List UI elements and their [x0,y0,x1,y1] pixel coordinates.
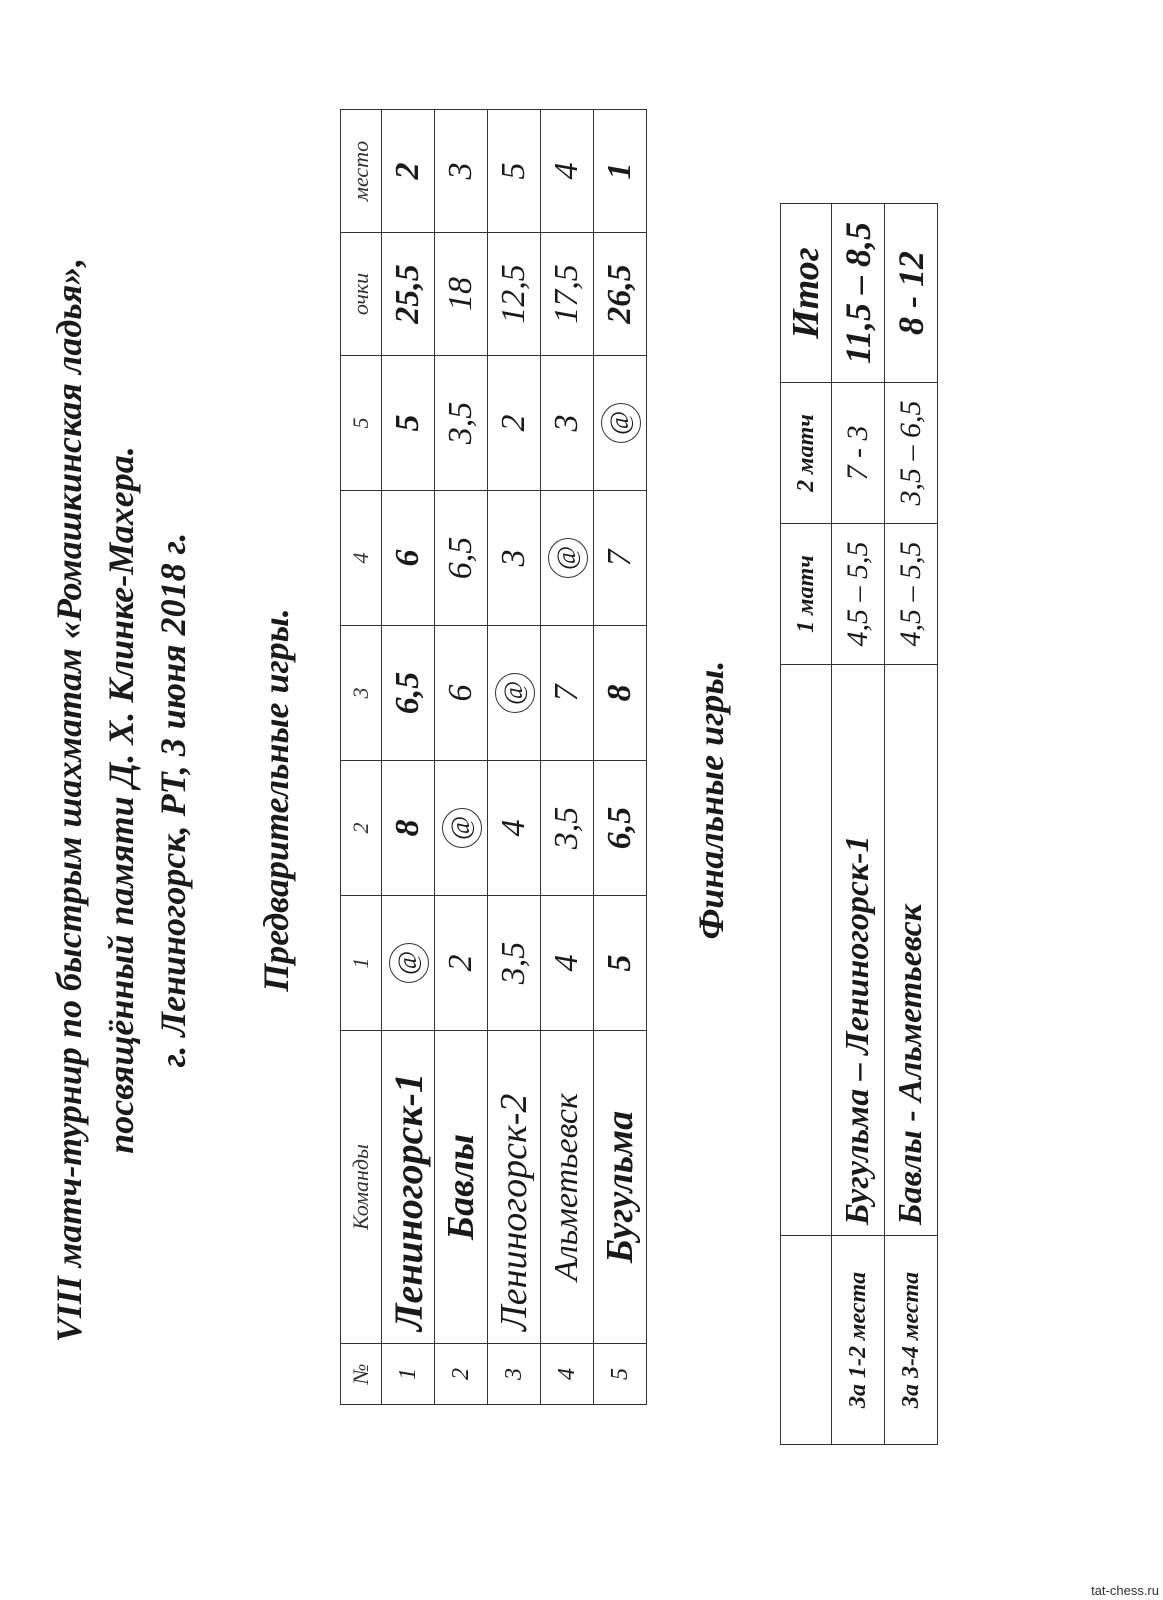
row-number: 2 [435,1344,488,1405]
self-match-marker: @ [548,538,588,578]
match-label: За 1-2 места [832,1236,885,1445]
table-header-row [781,204,832,1445]
points-cell: 17,5 [541,233,594,356]
column-header: 2 матч [781,383,832,524]
score-cell: 2 [435,896,488,1031]
row-number: 1 [382,1344,435,1405]
score-cell [541,491,594,626]
match-label: За 3-4 места [885,1236,938,1445]
team-name: Лениногорск-2 [488,1031,541,1344]
score-cell: 4 [488,761,541,896]
column-header: Команды [341,1031,382,1344]
row-number: 3 [488,1344,541,1405]
score-cell: 3 [541,356,594,491]
column-header: 4 [341,491,382,626]
score-cell: 7 [541,626,594,761]
column-header: 1 матч [781,524,832,665]
match-1-score: 4,5 – 5,5 [832,524,885,665]
table-row [435,110,488,1405]
column-header: очки [341,233,382,356]
total-score: 11,5 – 8,5 [832,204,885,383]
place-cell: 4 [541,110,594,233]
row-number: 4 [541,1344,594,1405]
score-cell: 6,5 [594,761,647,896]
score-cell: 7 [594,491,647,626]
self-match-marker: @ [495,673,535,713]
column-header: 1 [341,896,382,1031]
preliminary-heading: Предварительные игры. [256,608,296,992]
site-watermark: tat-chess.ru [1091,1583,1159,1598]
match-1-score: 4,5 – 5,5 [885,524,938,665]
place-cell: 2 [382,110,435,233]
score-cell: 5 [382,356,435,491]
place-cell: 5 [488,110,541,233]
finals-table [780,203,938,1445]
score-cell: 2 [488,356,541,491]
tournament-dedication: посвящённый памяти Д. Х. Клинке-Махера. [101,446,141,1154]
score-cell: 5 [594,896,647,1031]
tournament-title: VIII матч-турнир по быстрым шахматам «Ромашкинская ладья», [49,257,89,1343]
column-header [781,1236,832,1445]
score-cell: 8 [594,626,647,761]
column-header: 2 [341,761,382,896]
score-cell: 3 [488,491,541,626]
points-cell: 12,5 [488,233,541,356]
score-cell: 6,5 [382,626,435,761]
table-row [541,110,594,1405]
self-match-marker: @ [442,808,482,848]
score-cell: 8 [382,761,435,896]
score-cell: 3,5 [488,896,541,1031]
column-header: № [341,1344,382,1405]
points-cell: 25,5 [382,233,435,356]
table-row [382,110,435,1405]
row-number: 5 [594,1344,647,1405]
match-2-score: 7 - 3 [832,383,885,524]
score-cell [594,356,647,491]
team-name: Бугульма [594,1031,647,1344]
place-cell: 1 [594,110,647,233]
points-cell: 26,5 [594,233,647,356]
score-cell: 6,5 [435,491,488,626]
score-cell [488,626,541,761]
match-pair: Бугульма – Лениногорск-1 [832,665,885,1236]
score-cell: 6 [435,626,488,761]
score-cell: 3,5 [435,356,488,491]
column-header: 3 [341,626,382,761]
match-pair: Бавлы - Альметьевск [885,665,938,1236]
team-name: Лениногорск-1 [382,1031,435,1344]
self-match-marker: @ [601,403,641,443]
column-header [781,665,832,1236]
table-row [832,204,885,1445]
score-cell [435,761,488,896]
score-cell [382,896,435,1031]
table-row [488,110,541,1405]
preliminary-table [340,109,647,1405]
table-row [594,110,647,1405]
tournament-location-date: г. Лениногорск, РТ, 3 июня 2018 г. [153,532,193,1068]
self-match-marker: @ [389,943,429,983]
table-row [885,204,938,1445]
total-score: 8 - 12 [885,204,938,383]
score-cell: 6 [382,491,435,626]
column-header: 5 [341,356,382,491]
finals-heading: Финальные игры. [691,660,731,940]
column-header: место [341,110,382,233]
score-cell: 3,5 [541,761,594,896]
score-cell: 4 [541,896,594,1031]
team-name: Альметьевск [541,1031,594,1344]
points-cell: 18 [435,233,488,356]
table-header-row [341,110,382,1405]
match-2-score: 3,5 – 6,5 [885,383,938,524]
column-header: Итог [781,204,832,383]
team-name: Бавлы [435,1031,488,1344]
place-cell: 3 [435,110,488,233]
